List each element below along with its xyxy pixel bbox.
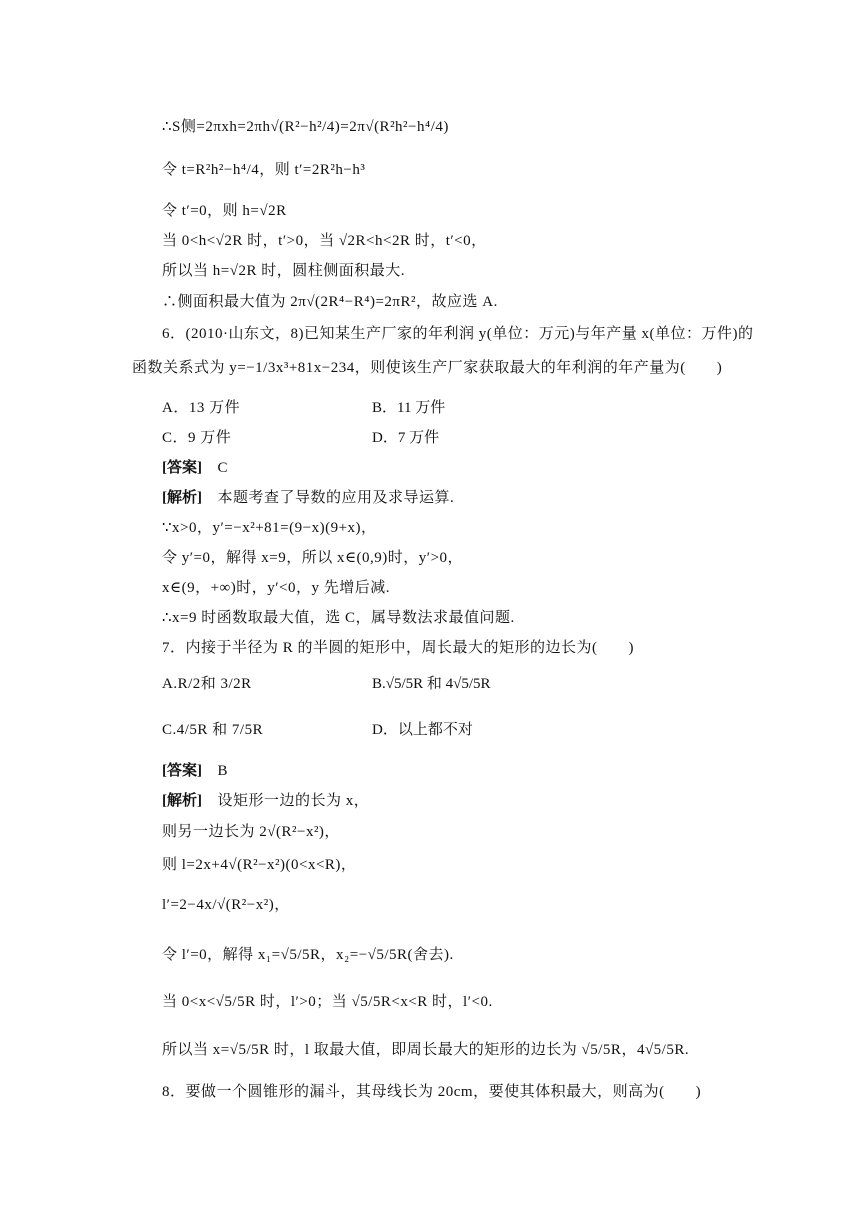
choice-a: A.R/2和 3/2R	[162, 676, 252, 692]
answer-tag: [答案]	[162, 763, 202, 779]
text-line: 当 0<x<√5/5R 时，l′>0；当 √5/5R<x<R 时，l′<0.	[162, 994, 493, 1010]
choice-d: D．7 万件	[372, 430, 440, 446]
text-line: ∴侧面积最大值为 2π√(2R⁴−R⁴)=2πR²，故应选 A.	[162, 294, 498, 310]
question-6-line-2: 函数关系式为 y=−1/3x³+81x−234，则使该生产厂家获取最大的年利润的年产量为( )	[132, 360, 723, 376]
text-line: ∴x=9 时函数取最大值，选 C，属导数法求最值问题.	[162, 610, 515, 626]
answer-line	[162, 761, 228, 781]
text-line: 令 l′=0，解得 x₁=√5/5R，x₂=−√5/5R(舍去).	[162, 947, 454, 963]
text-line: ∵x>0，y′=−x²+81=(9−x)(9+x)，	[162, 520, 377, 536]
analysis-line	[162, 791, 369, 811]
answer-tag: [答案]	[162, 460, 202, 476]
analysis-line	[162, 488, 454, 508]
answer-value: B	[202, 763, 229, 779]
answer-line	[162, 458, 228, 478]
question-6-line-1: 6．(2010·山东文，8)已知某生产厂家的年利润 y(单位：万元)与年产量 x(单位：万件)的	[162, 326, 754, 342]
question-7: 7．内接于半径为 R 的半圆的矩形中，周长最大的矩形的边长为( )	[162, 640, 634, 656]
choice-b: B.√5/5R 和 4√5/5R	[372, 676, 491, 692]
text-line: 则 l=2x+4√(R²−x²)(0<x<R)，	[162, 857, 357, 873]
question-8: 8．要做一个圆锥形的漏斗，其母线长为 20cm，要使其体积最大，则高为( )	[162, 1084, 702, 1100]
choice-a: A．13 万件	[162, 400, 241, 416]
choice-c: C.4/5R 和 7/5R	[162, 722, 264, 738]
answer-value: C	[202, 460, 229, 476]
choice-d: D．以上都不对	[372, 722, 473, 738]
text-line: 令 t=R²h²−h⁴/4，则 t′=2R²h−h³	[162, 162, 366, 178]
analysis-tag: [解析]	[162, 793, 202, 809]
text-line: 令 t′=0，则 h=√2R	[162, 203, 287, 219]
text-line: 所以当 h=√2R 时，圆柱侧面积最大.	[162, 263, 405, 279]
choice-b: B．11 万件	[372, 400, 446, 416]
text-line: x∈(9，+∞)时，y′<0，y 先增后减.	[162, 580, 390, 596]
analysis-text: 设矩形一边的长为 x，	[202, 793, 370, 809]
text-line: 令 y′=0，解得 x=9，所以 x∈(0,9)时，y′>0，	[162, 550, 464, 566]
analysis-tag: [解析]	[162, 490, 202, 506]
text-line: 则另一边长为 2√(R²−x²)，	[162, 824, 340, 840]
text-line: ∴S侧=2πxh=2πh√(R²−h²/4)=2π√(R²h²−h⁴/4)	[162, 119, 449, 135]
choice-c: C．9 万件	[162, 430, 232, 446]
text-line: l′=2−4x/√(R²−x²)，	[162, 897, 290, 913]
analysis-text: 本题考查了导数的应用及求导运算.	[202, 490, 455, 506]
text-line: 当 0<h<√2R 时，t′>0，当 √2R<h<2R 时，t′<0，	[162, 233, 487, 249]
text-line: 所以当 x=√5/5R 时，l 取最大值，即周长最大的矩形的边长为 √5/5R，4√5/5R.	[162, 1042, 690, 1058]
